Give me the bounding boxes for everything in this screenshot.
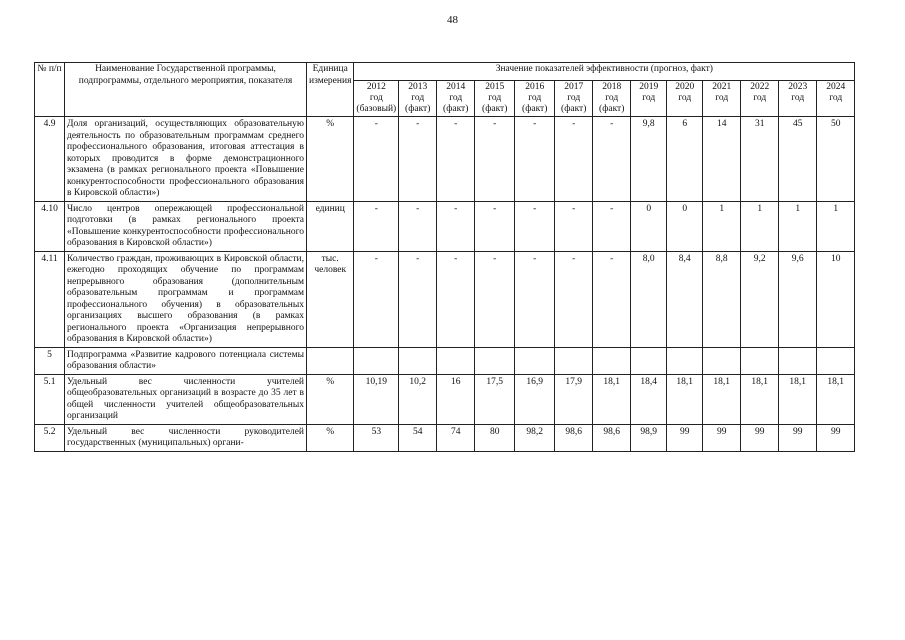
header-year-year: 2022 xyxy=(750,82,770,92)
header-year-2016 xyxy=(515,81,555,117)
row-unit: единиц xyxy=(307,201,354,251)
row-value-2018: 98,6 xyxy=(593,424,631,451)
header-year-line3: (факт) xyxy=(443,104,469,114)
row-value-2015 xyxy=(475,347,515,374)
row-value-2012 xyxy=(354,347,399,374)
row-value-2023: 45 xyxy=(779,117,817,202)
row-value-2023: 18,1 xyxy=(779,374,817,424)
row-value-2021: 8,8 xyxy=(703,251,741,347)
header-year-2013 xyxy=(399,81,437,117)
row-value-2017: - xyxy=(555,117,593,202)
header-year-year: 2012 xyxy=(366,82,386,92)
row-value-2012: - xyxy=(354,201,399,251)
table-row xyxy=(35,201,855,251)
header-year-line2: год xyxy=(411,93,425,103)
row-value-2015: - xyxy=(475,251,515,347)
row-number: 4.10 xyxy=(35,201,65,251)
table-row xyxy=(35,347,855,374)
row-unit: % xyxy=(307,117,354,202)
page-number: 48 xyxy=(447,14,458,26)
row-value-2022: 1 xyxy=(741,201,779,251)
row-value-2022: 18,1 xyxy=(741,374,779,424)
row-name: Удельный вес численности учителей общеобразовательных организаций в возрасте до 35 лет в общей численности учителей общеобразовательных организаций xyxy=(65,374,307,424)
row-name: Доля организаций, осуществляющих образовательную деятельность по образовательным программам среднего профессионального образования, итоговая аттестация в которых проводится в форме демонстрационного экзамена (в рамках регионального проекта «Повышение конкурентоспособности профессионального образования в Кировской области») xyxy=(65,117,307,202)
header-year-line2: год xyxy=(829,93,843,103)
header-row-1 xyxy=(35,63,855,81)
table-body xyxy=(35,117,855,452)
row-value-2020: 0 xyxy=(667,201,703,251)
row-value-2024 xyxy=(817,347,855,374)
row-value-2012: 10,19 xyxy=(354,374,399,424)
header-year-2019 xyxy=(631,81,667,117)
indicators-table xyxy=(34,62,855,452)
row-value-2023: 99 xyxy=(779,424,817,451)
header-year-line3: (факт) xyxy=(599,104,625,114)
row-value-2013 xyxy=(399,347,437,374)
row-value-2021: 1 xyxy=(703,201,741,251)
header-year-2022 xyxy=(741,81,779,117)
header-year-year: 2020 xyxy=(675,82,695,92)
row-value-2014: - xyxy=(437,251,475,347)
header-year-line2: год xyxy=(678,93,692,103)
header-year-2014 xyxy=(437,81,475,117)
row-value-2017: - xyxy=(555,201,593,251)
row-number: 5.1 xyxy=(35,374,65,424)
row-value-2013: - xyxy=(399,201,437,251)
row-value-2015: - xyxy=(475,117,515,202)
row-value-2022: 9,2 xyxy=(741,251,779,347)
row-number: 5.2 xyxy=(35,424,65,451)
header-year-line3: (факт) xyxy=(561,104,587,114)
row-value-2016 xyxy=(515,347,555,374)
row-value-2020 xyxy=(667,347,703,374)
row-value-2016: 98,2 xyxy=(515,424,555,451)
row-unit: % xyxy=(307,424,354,451)
header-unit: Единица измерения xyxy=(307,63,354,117)
row-value-2014: - xyxy=(437,117,475,202)
header-year-2017 xyxy=(555,81,593,117)
row-value-2016: - xyxy=(515,251,555,347)
header-year-year: 2024 xyxy=(826,82,846,92)
row-value-2020: 8,4 xyxy=(667,251,703,347)
row-value-2021: 18,1 xyxy=(703,374,741,424)
row-value-2020: 18,1 xyxy=(667,374,703,424)
row-value-2013: 10,2 xyxy=(399,374,437,424)
row-value-2019: 0 xyxy=(631,201,667,251)
header-year-2023 xyxy=(779,81,817,117)
row-name: Количество граждан, проживающих в Кировской области, ежегодно проходящих обучение по программам непрерывного образования (дополнительным образовательным программам и программам профессионального обучения) в образовательных организациях высшего образования (в рамках регионального проекта «Организация непрерывного образования в Кировской области») xyxy=(65,251,307,347)
header-year-year: 2018 xyxy=(602,82,622,92)
header-year-line2: год xyxy=(605,93,619,103)
row-number: 4.11 xyxy=(35,251,65,347)
row-value-2021 xyxy=(703,347,741,374)
row-value-2020: 99 xyxy=(667,424,703,451)
row-value-2016: 16,9 xyxy=(515,374,555,424)
header-year-2020 xyxy=(667,81,703,117)
header-year-line2: год xyxy=(369,93,383,103)
row-value-2017: 17,9 xyxy=(555,374,593,424)
row-value-2015: - xyxy=(475,201,515,251)
header-year-2024 xyxy=(817,81,855,117)
header-year-year: 2019 xyxy=(639,82,659,92)
header-year-year: 2017 xyxy=(564,82,584,92)
header-year-year: 2015 xyxy=(485,82,505,92)
header-year-line2: год xyxy=(642,93,656,103)
row-value-2014: 16 xyxy=(437,374,475,424)
row-name: Удельный вес численности руководителей государственных (муниципальных) органи- xyxy=(65,424,307,451)
row-value-2024: 50 xyxy=(817,117,855,202)
row-unit: тыс. человек xyxy=(307,251,354,347)
row-value-2024: 18,1 xyxy=(817,374,855,424)
row-value-2017: 98,6 xyxy=(555,424,593,451)
header-year-2015 xyxy=(475,81,515,117)
row-value-2019: 9,8 xyxy=(631,117,667,202)
row-value-2022: 31 xyxy=(741,117,779,202)
row-value-2017: - xyxy=(555,251,593,347)
row-value-2014: - xyxy=(437,201,475,251)
table-row xyxy=(35,374,855,424)
row-value-2023 xyxy=(779,347,817,374)
row-value-2024: 99 xyxy=(817,424,855,451)
row-value-2016: - xyxy=(515,117,555,202)
table-row xyxy=(35,117,855,202)
header-year-line2: год xyxy=(488,93,502,103)
row-unit: % xyxy=(307,374,354,424)
header-year-line3: (факт) xyxy=(405,104,431,114)
row-value-2015: 80 xyxy=(475,424,515,451)
row-value-2012: - xyxy=(354,251,399,347)
header-year-line3: (базовый) xyxy=(356,104,397,114)
row-value-2014: 74 xyxy=(437,424,475,451)
header-year-line2: год xyxy=(791,93,805,103)
header-year-2021 xyxy=(703,81,741,117)
header-year-year: 2014 xyxy=(446,82,466,92)
row-number: 5 xyxy=(35,347,65,374)
row-value-2016: - xyxy=(515,201,555,251)
row-value-2024: 1 xyxy=(817,201,855,251)
header-year-line2: год xyxy=(753,93,767,103)
header-year-line2: год xyxy=(449,93,463,103)
header-year-year: 2023 xyxy=(788,82,808,92)
header-name: Наименование Государственной программы, подпрограммы, отдельного мероприятия, показателя xyxy=(65,63,307,117)
row-value-2022 xyxy=(741,347,779,374)
row-value-2013: 54 xyxy=(399,424,437,451)
row-value-2021: 14 xyxy=(703,117,741,202)
row-value-2014 xyxy=(437,347,475,374)
row-name: Подпрограмма «Развитие кадрового потенциала системы образования области» xyxy=(65,347,307,374)
row-value-2018: - xyxy=(593,117,631,202)
row-value-2012: - xyxy=(354,117,399,202)
header-year-year: 2016 xyxy=(525,82,545,92)
row-value-2012: 53 xyxy=(354,424,399,451)
row-number: 4.9 xyxy=(35,117,65,202)
row-value-2023: 1 xyxy=(779,201,817,251)
row-unit xyxy=(307,347,354,374)
row-value-2018: 18,1 xyxy=(593,374,631,424)
row-value-2024: 10 xyxy=(817,251,855,347)
row-value-2018: - xyxy=(593,201,631,251)
header-year-2012 xyxy=(354,81,399,117)
row-value-2019: 8,0 xyxy=(631,251,667,347)
header-year-year: 2013 xyxy=(408,82,428,92)
table-row xyxy=(35,251,855,347)
row-value-2013: - xyxy=(399,117,437,202)
row-value-2021: 99 xyxy=(703,424,741,451)
row-value-2019 xyxy=(631,347,667,374)
row-value-2022: 99 xyxy=(741,424,779,451)
header-year-line2: год xyxy=(567,93,581,103)
row-value-2020: 6 xyxy=(667,117,703,202)
row-value-2019: 98,9 xyxy=(631,424,667,451)
row-value-2017 xyxy=(555,347,593,374)
header-values-group: Значение показателей эффективности (прогноз, факт) xyxy=(354,63,855,81)
row-value-2013: - xyxy=(399,251,437,347)
header-year-line2: год xyxy=(528,93,542,103)
row-value-2018 xyxy=(593,347,631,374)
table-row xyxy=(35,424,855,451)
header-year-line3: (факт) xyxy=(482,104,508,114)
row-name: Число центров опережающей профессиональной подготовки (в рамках регионального проекта «Повышение конкурентоспособности профессионального образования в Кировской области») xyxy=(65,201,307,251)
header-year-line3: (факт) xyxy=(522,104,548,114)
row-value-2018: - xyxy=(593,251,631,347)
row-value-2023: 9,6 xyxy=(779,251,817,347)
header-num: № п/п xyxy=(35,63,65,117)
row-value-2019: 18,4 xyxy=(631,374,667,424)
header-year-2018 xyxy=(593,81,631,117)
row-value-2015: 17,5 xyxy=(475,374,515,424)
header-year-year: 2021 xyxy=(712,82,732,92)
header-year-line2: год xyxy=(715,93,729,103)
